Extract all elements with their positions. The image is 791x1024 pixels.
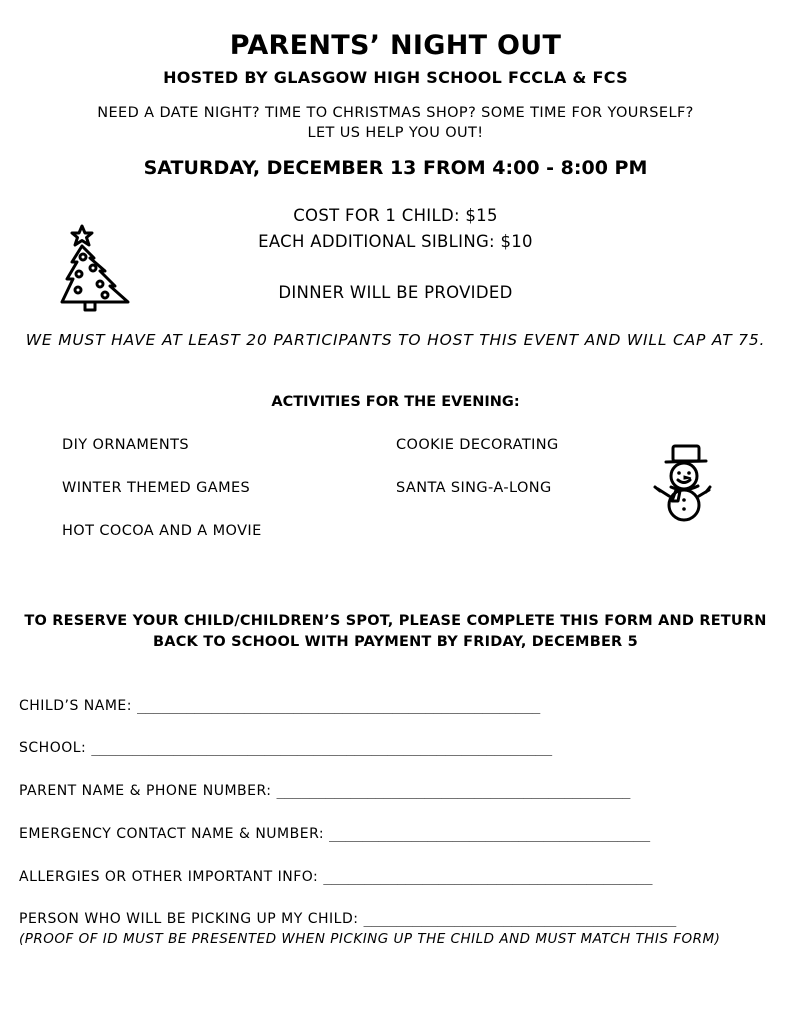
intro-line-1: NEED A DATE NIGHT? TIME TO CHRISTMAS SHOP? SOME TIME FOR YOURSELF? (97, 105, 694, 121)
reserve-line-2: BACK TO SCHOOL WITH PAYMENT BY FRIDAY, DECEMBER 5 (153, 634, 638, 650)
allergies-label: ALLERGIES OR OTHER IMPORTANT INFO: (19, 869, 319, 885)
cost-additional-sibling: EACH ADDITIONAL SIBLING: $10 (258, 232, 533, 251)
allergies-field (19, 869, 652, 885)
cost-first-child: COST FOR 1 CHILD: $15 (293, 206, 498, 225)
activity-cookie-decorating: COOKIE DECORATING (396, 437, 559, 453)
child-name-blank[interactable]: _________________________________________________ (136, 698, 541, 714)
reserve-line-1: TO RESERVE YOUR CHILD/CHILDREN’S SPOT, PLEASE COMPLETE THIS FORM AND RETURN (24, 613, 767, 629)
child-name-field (19, 698, 540, 714)
participants-note: WE MUST HAVE AT LEAST 20 PARTICIPANTS TO HOST THIS EVENT AND WILL CAP AT 75. (25, 331, 766, 349)
activity-hot-cocoa-movie: HOT COCOA AND A MOVIE (62, 523, 262, 539)
activity-santa-sing-a-long: SANTA SING-A-LONG (396, 480, 552, 496)
emergency-label: EMERGENCY CONTACT NAME & NUMBER: (19, 826, 325, 842)
pickup-field (19, 911, 676, 927)
child-name-label: CHILD’S NAME: (19, 698, 132, 714)
intro-line-2: LET US HELP YOU OUT! (307, 125, 484, 141)
allergies-blank[interactable]: ________________________________________ (323, 869, 653, 885)
emergency-field (19, 826, 650, 842)
snowman-icon (646, 443, 714, 523)
school-label: SCHOOL: (19, 740, 87, 756)
school-field (19, 740, 552, 756)
activities-title: ACTIVITIES FOR THE EVENING: (271, 394, 520, 410)
activity-winter-themed-games: WINTER THEMED GAMES (62, 480, 251, 496)
parent-blank[interactable]: ___________________________________________ (276, 783, 631, 799)
christmas-tree-icon (58, 222, 132, 316)
page-subtitle: HOSTED BY GLASGOW HIGH SCHOOL FCCLA & FCS (163, 68, 628, 87)
reserve-instructions (0, 611, 791, 653)
parent-label: PARENT NAME & PHONE NUMBER: (19, 783, 272, 799)
school-blank[interactable]: ________________________________________________________ (91, 740, 553, 756)
page-title: PARENTS’ NIGHT OUT (229, 30, 562, 61)
pickup-label: PERSON WHO WILL BE PICKING UP MY CHILD: (19, 911, 359, 927)
emergency-blank[interactable]: _______________________________________ (329, 826, 650, 842)
proof-id-note: (PROOF OF ID MUST BE PRESENTED WHEN PICKING UP THE CHILD AND MUST MATCH THIS FORM) (19, 931, 721, 947)
event-date: SATURDAY, DECEMBER 13 FROM 4:00 - 8:00 PM (143, 157, 648, 179)
dinner-note: DINNER WILL BE PROVIDED (278, 283, 513, 302)
pickup-blank[interactable]: ______________________________________ (363, 911, 677, 927)
intro-text (0, 103, 791, 143)
parent-field (19, 783, 630, 799)
activity-diy-ornaments: DIY ORNAMENTS (62, 437, 189, 453)
